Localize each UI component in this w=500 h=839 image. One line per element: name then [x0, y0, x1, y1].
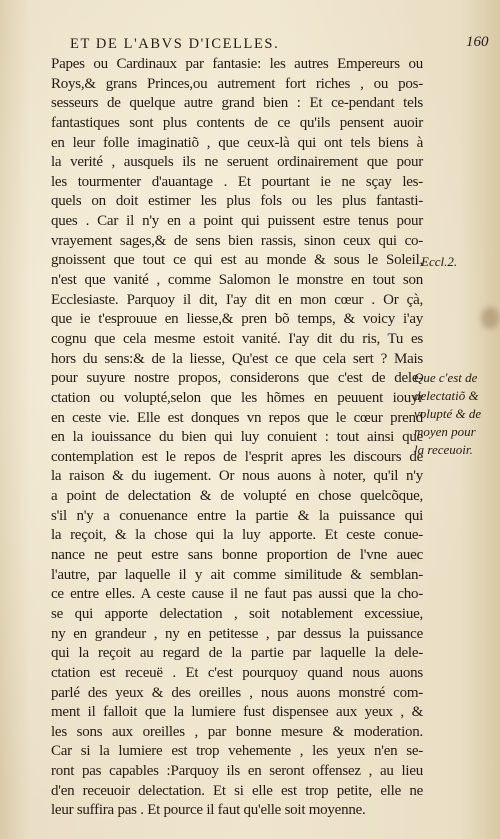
body-text	[51, 55, 423, 821]
text-line: ctation ou volupté,selon que les hõmes en peuuent iouyr	[51, 389, 423, 406]
text-line: parlé des yeux & des oreilles , nous auons monstré com-	[51, 684, 423, 701]
text-line: a point de delectation & de volupté en chose quelcõque,	[51, 488, 423, 505]
text-line: la raison & du iugement. Or nous auons à noter, qu'il n'y	[51, 468, 423, 485]
text-line: vrayement sages,& de sens bien rassis, sinon ceux qui co-	[51, 232, 423, 249]
margin-note-line: la receuoir.	[414, 442, 473, 457]
text-line: que ie t'esprouue en liesse,& pren bõ temps, & voicy i'ay	[51, 311, 423, 328]
text-line: les tourmenter d'auantage . Et pourtant ie ne sçay les-	[51, 173, 423, 190]
text-line: d'en receuoir delectation. Et si elle est trop petite, elle ne	[51, 782, 423, 799]
text-line: en la iouissance du bien qui luy conuient : tout ainsi que	[51, 429, 423, 446]
text-line: n'est que vanité , comme Salomon le monstre en tout son	[51, 272, 423, 289]
margin-note-line: moyen pour	[414, 424, 476, 439]
text-line: en leur folle imaginatiõ , que ceux-là qui ont tels biens à	[51, 134, 423, 151]
text-line: Papes ou Cardinaux par fantasie: les autres Empereurs ou	[51, 56, 423, 72]
margin-scripture-reference: Eccl.2.	[421, 254, 458, 269]
text-line: l'autre, par laquelle il y ait comme similitude & semblan-	[51, 566, 423, 583]
text-line: gnoissent que tout ce qui est au monde & sous le Soleil,	[51, 252, 423, 269]
text-line: s'il n'y a conuenance entre la partie & la puissance qui	[51, 507, 423, 524]
text-line: contemplation est le repos de l'esprit apres les discours de	[51, 448, 423, 465]
text-line: en ceste vie. Elle est donques vn repos que le cœur prend	[51, 409, 423, 426]
margin-note	[414, 369, 500, 459]
text-line: Car si la lumiere est trop vehemente , les yeux n'en se-	[51, 743, 423, 760]
text-line: ce entre elles. A ceste cause il ne faut pas aussi que la cho-	[51, 586, 423, 603]
text-line: quels on doit estimer les plus fols ou les plus fantasti-	[51, 193, 423, 210]
text-line: leur suffira pas . Et pource il faut qu'elle soit moyenne.	[51, 802, 366, 819]
text-line: les sons aux oreilles , par bonne mesure & moderation.	[51, 723, 423, 740]
text-line: ront pas capables :Parquoy ils en seront offensez , au lieu	[51, 763, 423, 780]
text-line: ctation est receuë . Et c'est pourquoy quand nous auons	[51, 664, 423, 681]
text-line: ny en grandeur , ny en petitesse , par dessus la puissance	[51, 625, 423, 642]
text-line: la reçoit, & la chose qui la luy apporte. Et ceste conue-	[51, 527, 423, 544]
paper-stain	[481, 307, 499, 329]
page-number: 160	[466, 34, 489, 50]
text-line: qui la reçoit au regard de la partie par laquelle la dele-	[51, 645, 423, 662]
text-line: ques . Car il n'y en a point qui puissent estre tenus pour	[51, 213, 423, 230]
text-line: nance ne peut estre sans bonne proportion de l'vne auec	[51, 547, 423, 564]
text-line: cognu que cela mesme estoit vanité. I'ay dit du ris, Tu es	[51, 330, 423, 347]
text-line: fantastiques sont plus contents de ce qu'ils pensent auoir	[51, 114, 423, 131]
text-line: la verité , ausquels ils ne seruent ordinairement que pour	[51, 154, 423, 171]
running-title: ET DE L'ABVS D'ICELLES.	[70, 36, 280, 52]
text-line: sesseurs de quelque autre grand bien : Et ce-pendant tels	[51, 95, 423, 112]
text-line: hors du sens:& de la liesse, Qu'est ce que cela sert ? Mais	[51, 350, 423, 367]
margin-note-line: Que c'est de	[414, 370, 478, 385]
text-line: Ecclesiaste. Parquoy il dit, I'ay dit en mon cœur . Or çà,	[51, 291, 423, 308]
margin-note-line: volupté & de	[414, 406, 482, 421]
margin-note-line: delectatiõ &	[414, 388, 479, 403]
text-line: se qui apporte delectation , soit notablement excessiue,	[51, 605, 423, 622]
text-line: Roys,& grans Princes,ou autrement fort riches , ou pos-	[51, 75, 423, 92]
text-line: ment il falloit que la lumiere fust dispensee aux yeux , &	[51, 704, 423, 721]
text-line: pour suyure nostre propos, considerons que c'est de dele-	[51, 370, 423, 387]
